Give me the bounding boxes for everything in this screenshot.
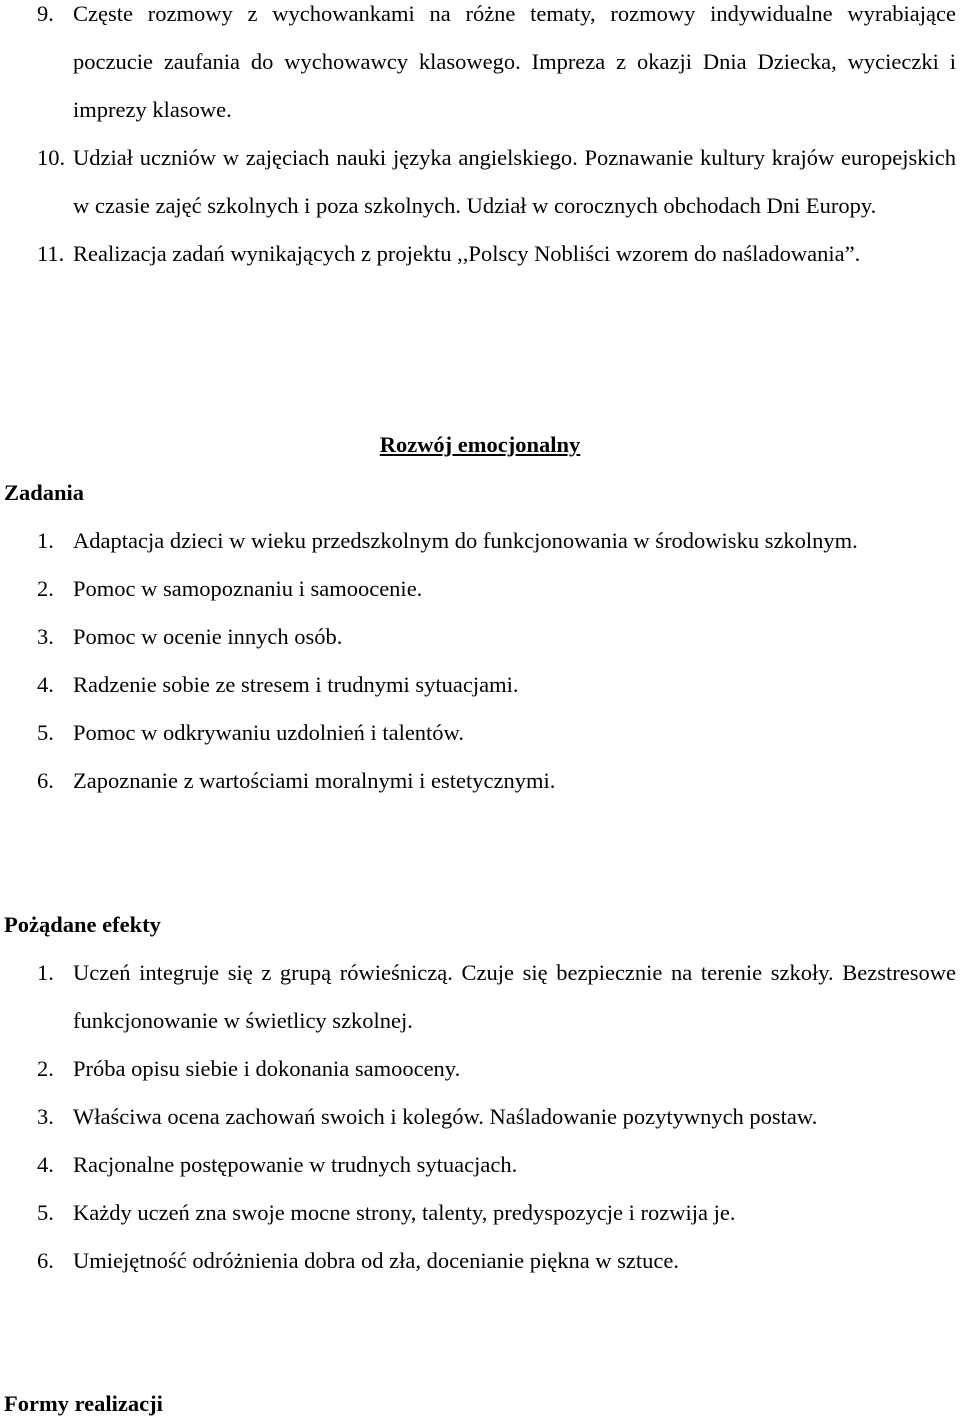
list-item-text: Adaptacja dzieci w wieku przedszkolnym do funkcjonowania w środowisku szkolnym. xyxy=(73,528,858,553)
list-item xyxy=(0,1141,960,1189)
list-item xyxy=(0,565,960,613)
list-number: 2. xyxy=(37,1056,54,1081)
list-item xyxy=(0,134,960,230)
list-item-text: Realizacja zadań wynikających z projektu ,,Polscy Nobliści wzorem do naśladowania”. xyxy=(73,241,861,266)
zadania-list xyxy=(0,517,960,805)
list-item-text: Pomoc w samopoznaniu i samoocenie. xyxy=(73,576,423,601)
efekty-list xyxy=(0,949,960,1285)
list-number: 4. xyxy=(37,1152,54,1177)
list-number: 3. xyxy=(37,624,54,649)
list-item xyxy=(0,949,960,1045)
list-number: 2. xyxy=(37,576,54,601)
formy-label: Formy realizacji xyxy=(4,1391,163,1416)
list-item xyxy=(0,230,960,278)
list-number: 6. xyxy=(37,1248,54,1273)
list-number: 9. xyxy=(37,1,54,26)
list-item-text: Udział uczniów w zajęciach nauki języka angielskiego. Poznawanie kultury krajów europejskich w czasie zajęć szkolnych i poza szkolnych. Udział w corocznych obchodach Dni Europy. xyxy=(73,145,956,218)
list-item-text: Radzenie sobie ze stresem i trudnymi sytuacjami. xyxy=(73,672,519,697)
list-item-text: Racjonalne postępowanie w trudnych sytuacjach. xyxy=(73,1152,518,1177)
efekty-label: Pożądane efekty xyxy=(4,912,161,937)
list-number: 1. xyxy=(37,528,54,553)
zadania-label: Zadania xyxy=(4,480,85,505)
list-item xyxy=(0,1045,960,1093)
continued-list xyxy=(0,0,960,278)
list-item-text: Każdy uczeń zna swoje mocne strony, talenty, predyspozycje i rozwija je. xyxy=(73,1200,736,1225)
list-number: 5. xyxy=(37,720,54,745)
section-heading: Rozwój emocjonalny xyxy=(379,432,581,457)
list-item-text: Umiejętność odróżnienia dobra od zła, docenianie piękna w sztuce. xyxy=(73,1248,680,1273)
list-item-text: Częste rozmowy z wychowankami na różne tematy, rozmowy indywidualne wyrabiające poczucie zaufania do wychowawcy klasowego. Impreza z okazji Dnia Dziecka, wycieczki i imprezy klasowe. xyxy=(73,1,956,122)
list-item xyxy=(0,613,960,661)
list-item xyxy=(0,0,960,134)
list-number: 10. xyxy=(37,145,66,170)
list-item xyxy=(0,1237,960,1285)
list-item xyxy=(0,1189,960,1237)
list-number: 1. xyxy=(37,960,54,985)
list-number: 5. xyxy=(37,1200,54,1225)
list-item xyxy=(0,517,960,565)
list-item xyxy=(0,1093,960,1141)
list-number: 3. xyxy=(37,1104,54,1129)
list-number: 11. xyxy=(37,241,65,266)
list-number: 4. xyxy=(37,672,54,697)
list-item-text: Zapoznanie z wartościami moralnymi i estetycznymi. xyxy=(73,768,556,793)
list-item xyxy=(0,661,960,709)
list-item-text: Pomoc w odkrywaniu uzdolnień i talentów. xyxy=(73,720,464,745)
list-item-text: Próba opisu siebie i dokonania samooceny. xyxy=(73,1056,461,1081)
list-number: 6. xyxy=(37,768,54,793)
list-item-text: Pomoc w ocenie innych osób. xyxy=(73,624,343,649)
list-item xyxy=(0,757,960,805)
list-item-text: Właściwa ocena zachowań swoich i kolegów. Naśladowanie pozytywnych postaw. xyxy=(73,1104,818,1129)
list-item-text: Uczeń integruje się z grupą rówieśniczą. Czuje się bezpiecznie na terenie szkoły. Bezstresowe funkcjonowanie w świetlicy szkolnej. xyxy=(73,960,956,1033)
list-item xyxy=(0,709,960,757)
